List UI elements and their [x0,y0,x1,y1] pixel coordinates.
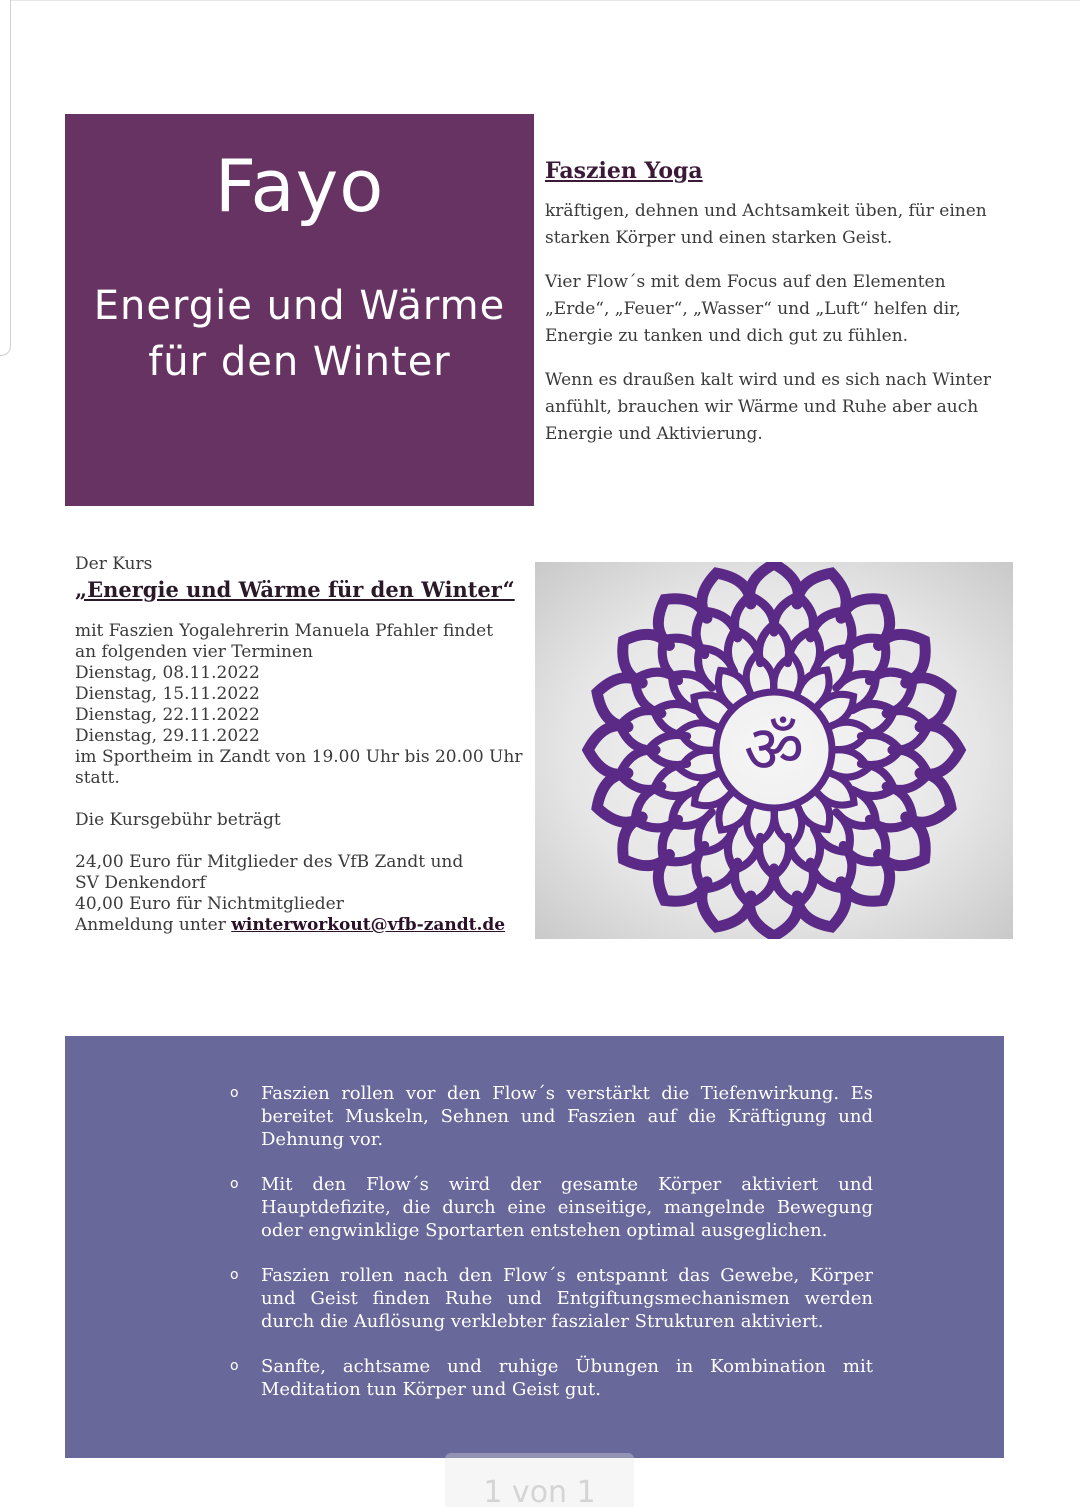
hero-subtitle-line2: für den Winter [148,339,451,385]
fee-line: SV Denkendorf [75,873,206,893]
inner-petal [831,722,868,749]
course-details [75,554,525,936]
bullet-icon: o [230,1176,239,1192]
feature-item [230,1082,873,1151]
feature-item [230,1355,873,1401]
inner-petal [746,656,773,693]
page-indicator: 1 von 1 [445,1453,634,1507]
inner-petal [774,807,801,844]
feature-text: Faszien rollen nach den Flow´s entspannt das Gewebe, Körper und Geist finden Ruhe und Entgiftungsmechanismen werden durch die Auflösung verklebter faszialer Strukturen aktiviert. [261,1265,873,1332]
schedule-line: statt. [75,768,120,788]
fee-line: 24,00 Euro für Mitglieder des VfB Zandt und [75,852,464,872]
signup-prefix: Anmeldung unter [75,915,232,935]
feature-item [230,1264,873,1333]
bullet-icon: o [230,1267,239,1283]
hero-banner [65,114,534,506]
schedule-date: Dienstag, 15.11.2022 [75,684,260,704]
previous-page-edge [0,0,11,356]
hero-title: Fayo [214,144,385,228]
feature-text: Faszien rollen vor den Flow´s verstärkt die Tiefenwirkung. Es bereitet Muskeln, Sehnen und Faszien auf die Kräftigung und Dehnung vor. [261,1083,873,1150]
intro-paragraph-3: Wenn es draußen kalt wird und es sich nach Winter anfühlt, brauchen wir Wärme und Ruhe aber auch Energie und Aktivierung. [545,370,991,444]
feature-text: Mit den Flow´s wird der gesamte Körper aktiviert und Hauptdefizite, die durch eine einseitige, mangelnde Bewegung oder engwinklige Sportarten entstehen optimal ausgeglichen. [261,1174,873,1241]
fee-line: 40,00 Euro für Nichtmitglieder [75,894,344,914]
intro-section [545,158,1015,465]
crown-chakra-om-mandala-icon [535,562,1013,939]
course-kicker: Der Kurs [75,554,153,574]
feature-text: Sanfte, achtsame und ruhige Übungen in Kombination mit Meditation tun Körper und Geist gut. [261,1356,873,1400]
intro-paragraph-1: kräftigen, dehnen und Achtsamkeit üben, für einen starken Körper und einen starken Geist. [545,201,987,248]
schedule-date: Dienstag, 08.11.2022 [75,663,260,683]
petal-ring-3 [852,704,893,736]
course-fees [75,852,525,936]
bullet-icon: o [230,1358,239,1374]
schedule-date: Dienstag, 29.11.2022 [75,726,260,746]
hero-subtitle [65,278,534,390]
feature-item [230,1173,873,1242]
course-fee-label: Die Kursgebühr beträgt [75,810,281,830]
schedule-date: Dienstag, 22.11.2022 [75,705,260,725]
mandala-image [535,562,1013,939]
signup-email-link[interactable]: winterworkout@vfb-zandt.de [231,915,506,935]
intro-heading: Faszien Yoga [545,158,703,184]
course-title: „Energie und Wärme für den Winter“ [75,577,515,602]
course-schedule [75,621,525,789]
hero-subtitle-line1: Energie und Wärme [93,283,506,329]
bullet-icon: o [230,1085,239,1101]
schedule-location: im Sportheim in Zandt von 19.00 Uhr bis 20.00 Uhr [75,747,523,767]
features-box [65,1036,1004,1458]
intro-paragraph-2: Vier Flow´s mit dem Focus auf den Elementen „Erde“, „Feuer“, „Wasser“ und „Luft“ helfen dir, Energie zu tanken und dich gut zu fühlen. [545,272,961,346]
schedule-line: an folgenden vier Terminen [75,642,313,662]
page-top-border [10,0,1080,1]
signup-line [75,915,525,936]
schedule-line: mit Faszien Yogalehrerin Manuela Pfahler findet [75,621,494,641]
om-symbol-icon: ॐ [743,711,805,788]
inner-petal [680,750,717,777]
features-list [230,1082,873,1423]
